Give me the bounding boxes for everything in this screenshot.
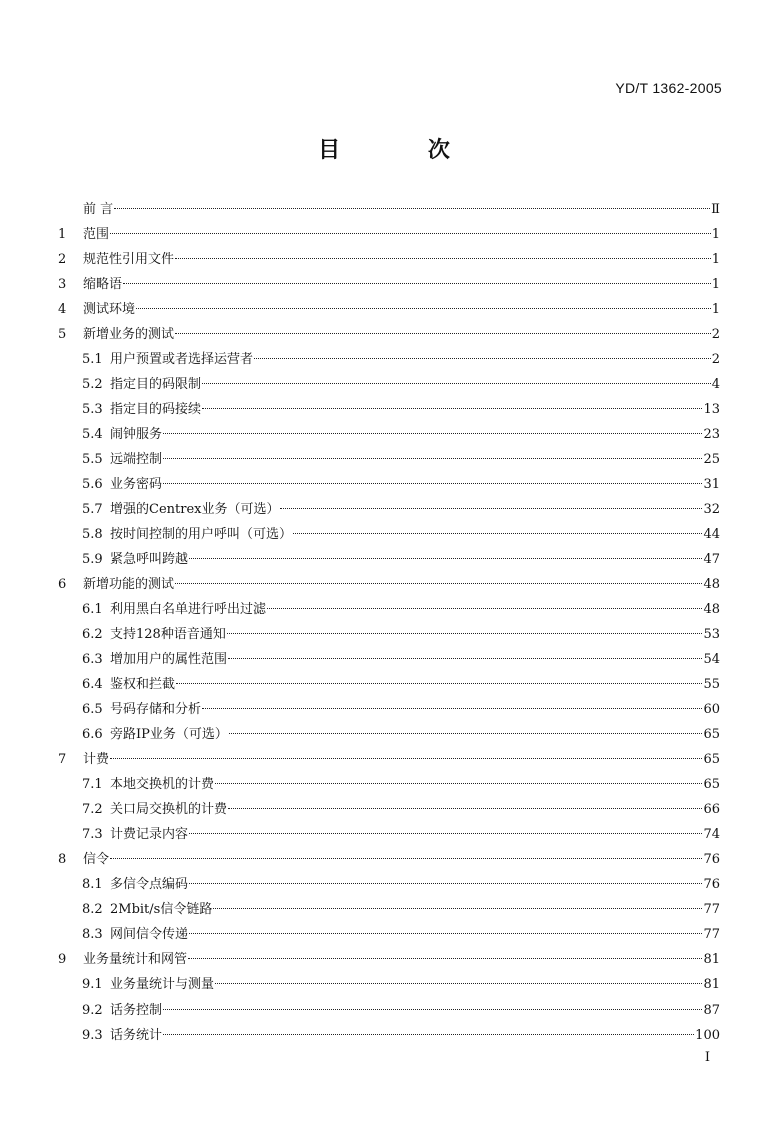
toc-entry-number: 9.2 bbox=[82, 1002, 103, 1018]
toc-entry bbox=[58, 472, 720, 497]
toc-entry-number: 8 bbox=[58, 852, 67, 868]
toc-entry bbox=[58, 847, 720, 872]
toc-entry-page: 65 bbox=[703, 752, 720, 768]
toc-entry-title: 业务量统计和网管 bbox=[83, 952, 188, 968]
toc-dot-leader bbox=[215, 983, 702, 984]
toc-entry bbox=[58, 447, 720, 472]
toc-entry-number: 7.2 bbox=[82, 802, 103, 818]
toc-entry-title: 范围 bbox=[83, 227, 110, 243]
toc-entry-page: 100 bbox=[695, 1027, 720, 1043]
toc-dot-leader bbox=[175, 583, 702, 584]
toc-dot-leader bbox=[175, 333, 711, 334]
toc-entry-page: 87 bbox=[703, 1002, 720, 1018]
toc-dot-leader bbox=[136, 308, 711, 309]
toc-entry-number: 8.3 bbox=[82, 927, 103, 943]
toc-entry-number: 5.9 bbox=[82, 552, 103, 568]
toc-entry-title: 增加用户的属性范围 bbox=[110, 652, 228, 668]
toc-entry-number: 6.2 bbox=[82, 627, 103, 643]
toc-entry-page: 53 bbox=[703, 627, 720, 643]
toc-entry bbox=[58, 222, 720, 247]
toc-dot-leader bbox=[189, 883, 702, 884]
toc-entry-title: 话务控制 bbox=[110, 1002, 163, 1018]
toc-entry bbox=[58, 397, 720, 422]
toc-entry-title: 紧急呼叫跨越 bbox=[110, 552, 189, 568]
toc-entry-number: 6.6 bbox=[82, 727, 103, 743]
toc-entry-page: 81 bbox=[703, 977, 720, 993]
toc-entry-page: 1 bbox=[711, 277, 720, 293]
toc-dot-leader bbox=[163, 458, 702, 459]
toc-entry-title: 用户预置或者选择运营者 bbox=[110, 352, 254, 368]
toc-dot-leader bbox=[202, 408, 702, 409]
toc-entry-title: 规范性引用文件 bbox=[83, 252, 175, 268]
toc-entry-number: 6 bbox=[58, 577, 67, 593]
toc-entry-page: 60 bbox=[703, 702, 720, 718]
toc-dot-leader bbox=[202, 383, 711, 384]
toc-entry bbox=[58, 372, 720, 397]
toc-entry bbox=[58, 297, 720, 322]
toc-entry bbox=[58, 272, 720, 297]
toc-entry-title: 计费记录内容 bbox=[110, 827, 189, 843]
toc-entry bbox=[58, 972, 720, 997]
toc-dot-leader bbox=[163, 1034, 694, 1035]
toc-entry-page: Ⅱ bbox=[711, 202, 720, 217]
toc-entry bbox=[58, 747, 720, 772]
toc-entry bbox=[58, 772, 720, 797]
toc-entry-number: 5 bbox=[58, 327, 67, 343]
page-title: 目 次 bbox=[318, 138, 490, 163]
toc-entry-title: 网间信令传递 bbox=[110, 927, 189, 943]
toc-dot-leader bbox=[254, 358, 711, 359]
toc-entry-title: 利用黑白名单进行呼出过滤 bbox=[110, 602, 267, 618]
toc-entry bbox=[58, 822, 720, 847]
toc-entry-number: 4 bbox=[58, 302, 67, 318]
toc-dot-leader bbox=[163, 1009, 702, 1010]
toc-entry-number: 5.6 bbox=[82, 477, 103, 493]
toc-entry-number: 5.1 bbox=[82, 352, 103, 368]
toc-entry-number: 5.3 bbox=[82, 402, 103, 418]
toc-dot-leader bbox=[215, 783, 702, 784]
toc-dot-leader bbox=[163, 483, 702, 484]
toc-dot-leader bbox=[175, 258, 711, 259]
toc-entry-number: 5.2 bbox=[82, 377, 103, 393]
toc-entry-number: 7 bbox=[58, 752, 67, 768]
toc-entry-title: 旁路IP业务（可选） bbox=[110, 727, 228, 743]
toc-entry bbox=[58, 547, 720, 572]
toc-entry-title: 新增功能的测试 bbox=[83, 577, 175, 593]
toc-entry-page: 65 bbox=[703, 727, 720, 743]
toc-entry-number: 5.5 bbox=[82, 452, 103, 468]
toc-entry bbox=[58, 998, 720, 1023]
toc-dot-leader bbox=[228, 808, 702, 809]
toc-entry bbox=[58, 897, 720, 922]
toc-entry bbox=[58, 647, 720, 672]
toc-dot-leader bbox=[123, 283, 711, 284]
toc-entry-page: 77 bbox=[703, 902, 720, 918]
toc-entry-title: 增强的Centrex业务（可选） bbox=[110, 502, 280, 518]
toc-entry-number: 7.1 bbox=[82, 777, 103, 793]
toc-dot-leader bbox=[202, 708, 702, 709]
toc-entry-page: 13 bbox=[703, 402, 720, 418]
toc-entry-title: 按时间控制的用户呼叫（可选） bbox=[110, 527, 293, 543]
toc-entry bbox=[58, 672, 720, 697]
toc-entry-page: 81 bbox=[703, 952, 720, 968]
toc-dot-leader bbox=[213, 908, 702, 909]
toc-entry-page: 25 bbox=[703, 452, 720, 468]
toc-entry-page: 1 bbox=[711, 302, 720, 318]
toc-entry-title: 缩略语 bbox=[83, 277, 123, 293]
toc-entry-page: 23 bbox=[703, 427, 720, 443]
toc-entry-page: 2 bbox=[711, 327, 720, 343]
toc-entry bbox=[58, 1023, 720, 1048]
toc-entry bbox=[58, 722, 720, 747]
toc-entry-page: 47 bbox=[703, 552, 720, 568]
toc-dot-leader bbox=[293, 533, 702, 534]
toc-entry bbox=[58, 572, 720, 597]
toc-entry-number: 5.8 bbox=[82, 527, 103, 543]
toc-entry-number: 5.7 bbox=[82, 502, 103, 518]
toc-entry-page: 1 bbox=[711, 227, 720, 243]
toc-dot-leader bbox=[114, 208, 710, 209]
toc-entry-title: 话务统计 bbox=[110, 1027, 163, 1043]
toc-entry-number: 6.3 bbox=[82, 652, 103, 668]
toc-dot-leader bbox=[189, 933, 702, 934]
toc-entry-page: 55 bbox=[703, 677, 720, 693]
toc-entry bbox=[58, 697, 720, 722]
toc-entry-page: 2 bbox=[711, 352, 720, 368]
toc-entry bbox=[58, 597, 720, 622]
toc-entry-title: 本地交换机的计费 bbox=[110, 777, 215, 793]
table-of-contents bbox=[58, 197, 720, 1048]
toc-entry bbox=[58, 347, 720, 372]
toc-entry-title: 信令 bbox=[83, 852, 110, 868]
toc-dot-leader bbox=[110, 233, 711, 234]
toc-entry-page: 31 bbox=[703, 477, 720, 493]
toc-entry-page: 65 bbox=[703, 777, 720, 793]
page-number: I bbox=[704, 1050, 710, 1065]
toc-entry-page: 76 bbox=[703, 852, 720, 868]
toc-entry-title: 测试环境 bbox=[83, 302, 136, 318]
toc-entry-page: 54 bbox=[703, 652, 720, 668]
toc-entry-page: 76 bbox=[703, 877, 720, 893]
toc-entry bbox=[58, 197, 720, 222]
toc-entry-title: 业务密码 bbox=[110, 477, 163, 493]
toc-entry-page: 48 bbox=[703, 577, 720, 593]
toc-entry-page: 32 bbox=[703, 502, 720, 518]
toc-entry-number: 9.1 bbox=[82, 977, 103, 993]
toc-entry bbox=[58, 947, 720, 972]
toc-dot-leader bbox=[189, 833, 702, 834]
toc-entry-number: 6.1 bbox=[82, 602, 103, 618]
toc-entry-number: 8.2 bbox=[82, 902, 103, 918]
toc-entry-title: 指定目的码接续 bbox=[110, 402, 202, 418]
toc-entry-title: 新增业务的测试 bbox=[83, 327, 175, 343]
toc-entry-title: 远端控制 bbox=[110, 452, 163, 468]
toc-entry-title: 关口局交换机的计费 bbox=[110, 802, 228, 818]
toc-entry-number: 9 bbox=[58, 952, 67, 968]
toc-entry-title: 业务量统计与测量 bbox=[110, 977, 215, 993]
toc-entry-number: 3 bbox=[58, 277, 67, 293]
toc-dot-leader bbox=[163, 433, 702, 434]
toc-entry bbox=[58, 322, 720, 347]
toc-entry bbox=[58, 247, 720, 272]
toc-dot-leader bbox=[189, 558, 702, 559]
toc-entry-number: 2 bbox=[58, 252, 67, 268]
toc-dot-leader bbox=[227, 633, 703, 634]
toc-entry-page: 74 bbox=[703, 827, 720, 843]
toc-entry-title: 计费 bbox=[83, 752, 110, 768]
toc-entry-title: 鉴权和拦截 bbox=[110, 677, 176, 693]
toc-dot-leader bbox=[110, 758, 702, 759]
toc-entry-number: 9.3 bbox=[82, 1027, 103, 1043]
toc-entry-number: 6.5 bbox=[82, 702, 103, 718]
document-code: YD/T 1362-2005 bbox=[615, 80, 722, 96]
toc-entry-title: 指定目的码限制 bbox=[110, 377, 202, 393]
toc-entry-title: 支持128种语音通知 bbox=[110, 627, 226, 643]
toc-entry-title: 多信令点编码 bbox=[110, 877, 189, 893]
toc-entry-page: 77 bbox=[703, 927, 720, 943]
toc-dot-leader bbox=[229, 733, 703, 734]
toc-entry bbox=[58, 922, 720, 947]
toc-entry bbox=[58, 622, 720, 647]
toc-entry-page: 1 bbox=[711, 252, 720, 268]
toc-entry bbox=[58, 872, 720, 897]
toc-dot-leader bbox=[267, 608, 702, 609]
toc-entry bbox=[58, 497, 720, 522]
toc-entry-page: 4 bbox=[711, 377, 720, 393]
toc-entry bbox=[58, 522, 720, 547]
toc-entry bbox=[58, 422, 720, 447]
toc-dot-leader bbox=[110, 858, 702, 859]
toc-entry-title: 闹钟服务 bbox=[110, 427, 163, 443]
toc-entry-title: 2Mbit/s信令链路 bbox=[110, 902, 213, 918]
toc-entry-number: 8.1 bbox=[82, 877, 103, 893]
toc-entry-title: 前 言 bbox=[83, 202, 114, 217]
toc-entry-number: 5.4 bbox=[82, 427, 103, 443]
toc-dot-leader bbox=[228, 658, 702, 659]
toc-entry bbox=[58, 797, 720, 822]
toc-dot-leader bbox=[176, 683, 702, 684]
toc-entry-page: 44 bbox=[703, 527, 720, 543]
toc-entry-number: 7.3 bbox=[82, 827, 103, 843]
toc-entry-number: 1 bbox=[58, 227, 67, 243]
toc-dot-leader bbox=[280, 508, 702, 509]
toc-entry-page: 48 bbox=[703, 602, 720, 618]
toc-dot-leader bbox=[188, 958, 702, 959]
toc-entry-page: 66 bbox=[703, 802, 720, 818]
toc-entry-number: 6.4 bbox=[82, 677, 103, 693]
toc-entry-title: 号码存储和分析 bbox=[110, 702, 202, 718]
